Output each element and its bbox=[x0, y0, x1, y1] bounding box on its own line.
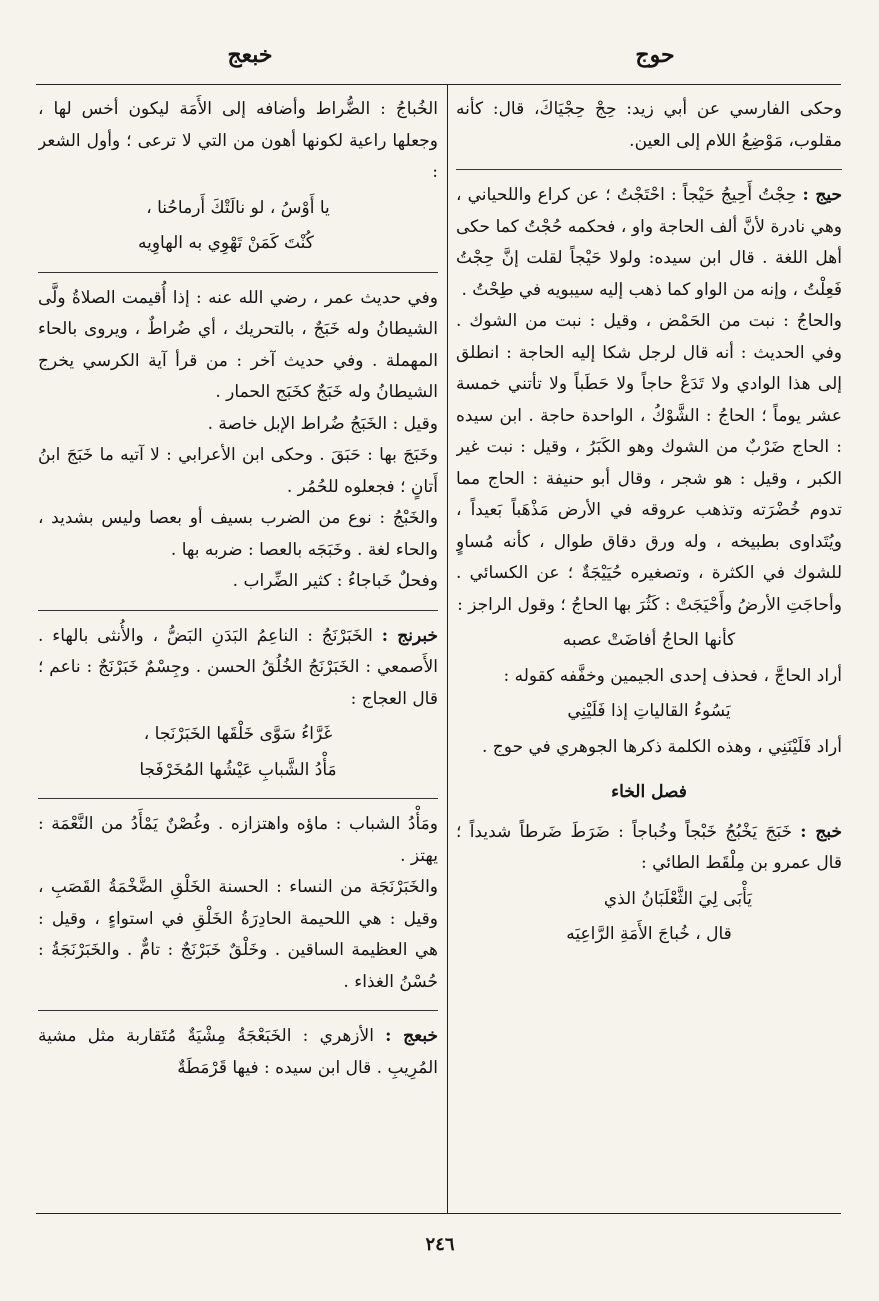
entry-haij bbox=[456, 180, 842, 306]
verse-line: كأنها الحاجُ أفاضَتْ عصبه bbox=[562, 630, 736, 650]
verse-line: مَأْدُ الشَّبابِ عَيْشُها المُخَرْفَجا bbox=[139, 759, 337, 780]
entry-text: حِجْتُ أَحِيجُ حَيْجاً : احْتَجْتُ ؛ عن كراع واللحياني ، وهي نادرة لأنَّ ألف الحاجة واو ، فحكمه حُجْتُ كما حكى أهل اللغة . قال ابن سيده: ولولا حَيْجاً لقلت إنَّ حِجْتُ فَعِلْتُ ، وإنه من الواو كما ذهب إليه سيبويه في طِحْتُ . bbox=[456, 185, 842, 300]
paragraph: وحكى الفارسي عن أبي زيد: حِجْ حِجْيَاكَ، قال: كأنه مقلوب، مَوْضِعُ اللام إلى العين. bbox=[456, 99, 842, 151]
verse-line: كُنْتَ كَمَنْ تَهْوِي به الهاوِيه bbox=[138, 233, 314, 253]
paragraph: وفي حديث عمر ، رضي الله عنه : إذا أُقيمت الصلاةُ ولَّى الشيطانُ وله خَبَجٌ ، بالتحريك ، أي ضُراطٌ ، ويروى بالحاء المهملة . وفي حديث آخر : من قرأ آية الكرسي يخرج الشيطانُ وله خَبَجٌ كخَبَج الحمار . bbox=[38, 287, 438, 402]
entry-khabaj bbox=[456, 817, 842, 880]
verse-line: يَسُوءُ القالياتِ إذا فَلَيْنِي bbox=[567, 701, 731, 721]
entry-khabajaj bbox=[38, 1021, 438, 1084]
verse-line: غَرَّاءُ سَوَّى خَلْقَها الخَبَرْنَجا ، bbox=[143, 724, 333, 744]
paragraph: والخَبْجُ : نوع من الضرب بسيف أو بعصا وليس بشديد ، والحاء لغة . وخَبَجَه بالعصا : ضربه بها . bbox=[38, 508, 438, 560]
entry-separator bbox=[38, 610, 438, 611]
paragraph: وفحلٌ خَباجاءُ : كثير الضِّراب . bbox=[232, 571, 438, 591]
paragraph: والحاجُ : نبت من الحَمْض ، وقيل : نبت من الشوك . وفي الحديث : أنه قال لرجل شكا إليه الحاجة : انطلق إلى هذا الوادي ولا تَدَعْ حاجاً ولا حَطَباً ولا تأتني خمسة عشر يوماً ؛ الحاجُ : الشَّوْكُ ، الواحدة حاجة . ابن سيده : الحاج ضَرْبٌ من الشوك وهو الكَبَرُ ، وقيل : نبت غير الكبر ، وقيل : هو شجر ، وقال أبو حنيفة : الحاج مما تدوم خُضْرَته وتذهب عروقه في الأرض مَذْهَباً بَعيداً ، ويُتَداوى بطبيخه ، وله ورق دقاق طوال ، كأنه مُساوٍ للشوك في الكثرة ، وتصغيره حُيَيْجَةٌ ؛ عن الكسائي . وأحاجَتِ الأرضُ وأَحْيَجَتْ : كَثُرَ بها الحاجُ ؛ وقول الراجز : bbox=[456, 311, 842, 615]
entry-text: خَبَجَ يَخْبُجُ خَبْجاً وخُباجاً : ضَرَطَ ضَرطاً شديداً ؛ قال عمرو بن مِلْقَط الطائي : bbox=[456, 821, 842, 873]
headword: خبج : bbox=[800, 821, 842, 842]
entry-separator bbox=[456, 169, 842, 170]
paragraph: أراد الحاجَّ ، فحذف إحدى الجيمين وخفَّفه كقوله : bbox=[503, 665, 842, 686]
running-header-left: خبعج bbox=[227, 42, 273, 68]
entry-separator bbox=[38, 1010, 438, 1011]
headword: خبرنج : bbox=[381, 625, 438, 646]
header-rule bbox=[36, 84, 841, 85]
right-column bbox=[456, 94, 842, 1209]
paragraph: وقيل : الخَبَجُ ضُراط الإبل خاصة . bbox=[207, 413, 438, 434]
headword: حيج : bbox=[802, 185, 842, 205]
page-number: ٢٤٦ bbox=[425, 1234, 455, 1255]
entry-separator bbox=[38, 798, 438, 799]
paragraph: وخَبَجَ بها : حَبَقَ . وحكى ابن الأعرابي : لا آتيه ما خَبَجَ ابنُ أَتانٍ ؛ فجعلوه للحُمُر . bbox=[38, 445, 438, 497]
paragraph: ومَأْدُ الشباب : ماؤه واهتزازه . وغُصْنٌ يَمْأَدُ من النَّعْمَة : يهتز . bbox=[38, 814, 438, 866]
entry-separator bbox=[38, 272, 438, 273]
footer-rule bbox=[36, 1213, 841, 1214]
verse-line: يَأْبَى لِيَ الثَّعْلَبَانُ الذي bbox=[603, 888, 752, 909]
column-divider bbox=[447, 84, 448, 1213]
verse-line: قال ، خُباجَ الأَمَةِ الرَّاعِيَه bbox=[566, 924, 732, 944]
running-header-right: حوج bbox=[635, 42, 675, 68]
entry-khabaranj bbox=[38, 621, 438, 716]
paragraph: الخُباجُ : الضُّراط وأضافه إلى الأَمَة ليكون أخس لها ، وجعلها راعية لكونها أهون من التي لا ترعى ؛ وأول الشعر : bbox=[38, 99, 438, 182]
entry-text: الأزهري : الخَبَعْجَةُ مِشْيَةٌ مُتَقاربة مثل مشية المُرِيبِ . قال ابن سيده : فيها قَرْمَطَةٌ bbox=[38, 1026, 438, 1078]
headword: خبعج : bbox=[385, 1026, 438, 1046]
entry-text: الخَبَرْنَجُ : الناعِمُ البَدَنِ البَضُّ ، والأُنثى بالهاء . الأَصمعي : الخَبَرْنَجُ الخُلُقُ الحسن . وجِسْمٌ خَبَرْنَجٌ : ناعم ؛ قال العجاج : bbox=[38, 625, 438, 709]
paragraph: والخَبَرْنَجَة من النساء : الحسنة الخَلْقِ الضَّخْمَةُ القَصَبِ ، وقيل : هي اللحيمة الحادِرَةُ الخَلْقِ في استواءٍ ، وقيل : هي العظيمة الساقين . وخَلْقٌ خَبَرْنَجٌ : تامٌّ . والخَبَرْنَجَةُ : حُسْنُ الغذاء . bbox=[38, 877, 438, 992]
paragraph: أراد فَلَيْنَنِي ، وهذه الكلمة ذكرها الجوهري في حوج . bbox=[482, 736, 842, 757]
verse-line: يا أَوْسُ ، لو نالَتْكَ أَرماحُنا ، bbox=[146, 197, 330, 218]
left-column bbox=[38, 94, 438, 1209]
section-title: فصل الخاء bbox=[611, 782, 687, 802]
